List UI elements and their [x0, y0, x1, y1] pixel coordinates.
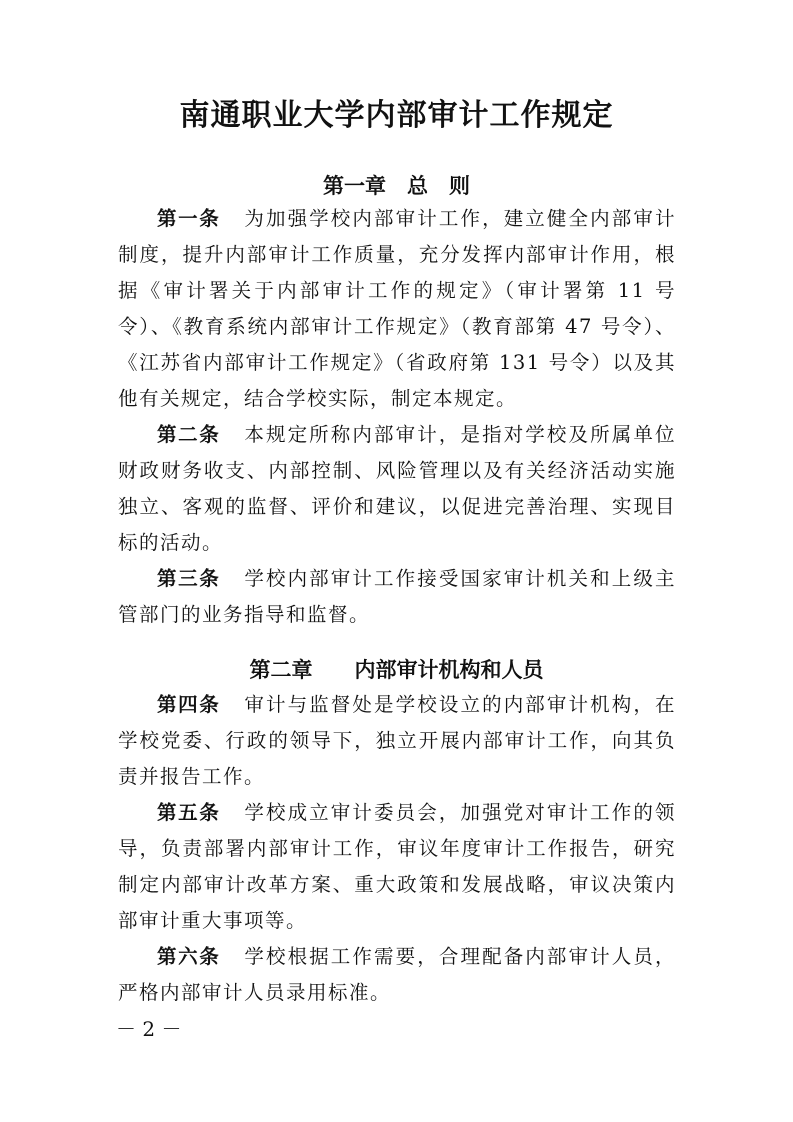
- article-text: 本规定所称内部审计，是指对学校及所属单位财政财务收支、内部控制、风险管理以及有关经济活动实施独立、客观的监督、评价和建议，以促进完善治理、实现目标的活动。: [118, 423, 676, 554]
- article-1: [118, 201, 676, 417]
- article-6: [118, 939, 676, 1011]
- article-number: 第四条: [157, 693, 221, 716]
- article-3: [118, 561, 676, 633]
- article-number: 第一条: [157, 207, 221, 230]
- article-text: 审计与监督处是学校设立的内部审计机构，在学校党委、行政的领导下，独立开展内部审计工作，向其负责并报告工作。: [118, 693, 676, 788]
- chapter-heading-2: 第二章 内部审计机构和人员: [249, 658, 544, 682]
- article-5: [118, 795, 676, 939]
- chapter-heading-1: 第一章 总 则: [323, 174, 470, 198]
- article-text: 学校根据工作需要，合理配备内部审计人员，严格内部审计人员录用标准。: [118, 945, 676, 1004]
- article-4: [118, 687, 676, 795]
- article-number: 第二条: [157, 423, 221, 446]
- document-title: 南通职业大学内部审计工作规定: [179, 98, 614, 133]
- page-number: － 2 －: [116, 1017, 182, 1041]
- article-number: 第五条: [157, 801, 221, 824]
- article-text: 为加强学校内部审计工作，建立健全内部审计制度，提升内部审计工作质量，充分发挥内部审计作用，根据《审计署关于内部审计工作的规定》（审计署第 11 号令）、《教育系统内部审计工作规定》（教育部第 47 号令）、《江苏省内部审计工作规定》（省政府第 131 号令）以及其他有关规定，结合学校实际，制定本规定。: [118, 207, 676, 410]
- article-text: 学校成立审计委员会，加强党对审计工作的领导，负责部署内部审计工作，审议年度审计工作报告，研究制定内部审计改革方案、重大政策和发展战略，审议决策内部审计重大事项等。: [118, 801, 676, 932]
- article-text: 学校内部审计工作接受国家审计机关和上级主管部门的业务指导和监督。: [118, 567, 676, 626]
- article-number: 第三条: [157, 567, 221, 590]
- article-2: [118, 417, 676, 561]
- article-number: 第六条: [157, 945, 221, 968]
